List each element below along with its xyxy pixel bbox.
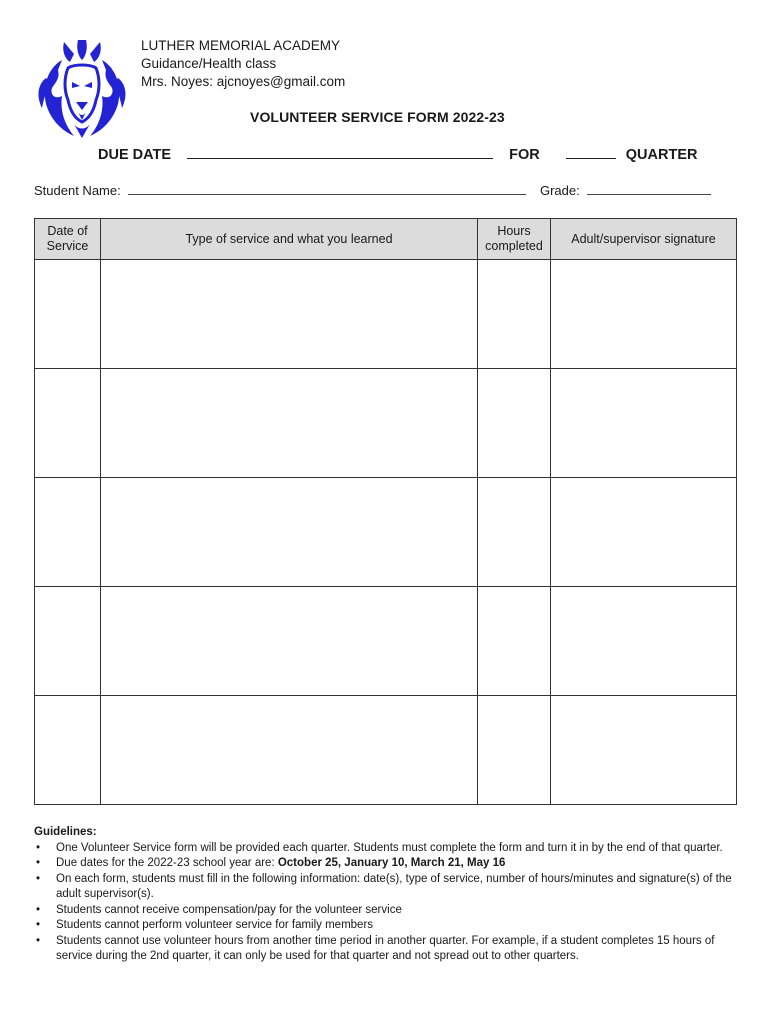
volunteer-log-table <box>34 218 737 805</box>
signature-cell[interactable] <box>551 696 737 805</box>
due-dates-prefix: Due dates for the 2022-23 school year are: <box>56 857 278 869</box>
form-title: VOLUNTEER SERVICE FORM 2022-23 <box>250 109 505 125</box>
table-header-row <box>35 219 737 260</box>
hours-cell[interactable] <box>478 478 551 587</box>
due-dates-list: October 25, January 10, March 21, May 16 <box>277 857 506 869</box>
hours-completed-header: Hours completed <box>478 219 551 260</box>
guideline-item: • On each form, students must fill in the following information: date(s), type of service, number of hours/minutes and signature(s) of the adult supervisor(s). <box>56 872 744 903</box>
signature-cell[interactable] <box>551 369 737 478</box>
date-cell[interactable] <box>35 587 101 696</box>
school-header <box>141 37 345 91</box>
guidelines-section <box>34 825 744 965</box>
table-row <box>35 587 737 696</box>
service-cell[interactable] <box>101 369 478 478</box>
guideline-item: • Students cannot perform volunteer service for family members <box>56 918 744 934</box>
signature-cell[interactable] <box>551 260 737 369</box>
table-row <box>35 696 737 805</box>
date-cell[interactable] <box>35 478 101 587</box>
grade-label: Grade: <box>539 183 580 198</box>
student-name-label: Student Name: <box>34 183 121 198</box>
lion-head-icon <box>34 38 130 142</box>
student-info-line <box>34 183 711 198</box>
guideline-item: • Students cannot use volunteer hours from another time period in another quarter. For example, if a student completes 15 hours of service during the 2nd quarter, it can only be used for that quarter and not spread out to other quarters. <box>56 934 744 965</box>
quarter-label: QUARTER <box>625 147 698 163</box>
hours-cell[interactable] <box>478 369 551 478</box>
hours-cell[interactable] <box>478 696 551 805</box>
quarter-field[interactable] <box>566 146 616 159</box>
due-date-line <box>98 146 697 163</box>
teacher-contact: Mrs. Noyes: ajcnoyes@gmail.com <box>141 74 346 89</box>
table-row <box>35 478 737 587</box>
guidelines-title: Guidelines: <box>34 826 97 838</box>
guidelines-list <box>34 841 744 965</box>
service-cell[interactable] <box>101 260 478 369</box>
table-row <box>35 369 737 478</box>
guideline-item: • One Volunteer Service form will be provided each quarter. Students must complete the form and turn it in by the end of that quarter. <box>56 841 744 857</box>
student-name-field[interactable] <box>128 183 526 195</box>
service-cell[interactable] <box>101 587 478 696</box>
guideline-item: • Students cannot receive compensation/pay for the volunteer service <box>56 903 744 919</box>
school-name: LUTHER MEMORIAL ACADEMY <box>141 38 341 53</box>
grade-field[interactable] <box>587 183 711 195</box>
signature-cell[interactable] <box>551 587 737 696</box>
due-date-field[interactable] <box>187 146 493 159</box>
course-name: Guidance/Health class <box>141 56 277 71</box>
signature-cell[interactable] <box>551 478 737 587</box>
hours-cell[interactable] <box>478 587 551 696</box>
service-cell[interactable] <box>101 478 478 587</box>
for-label: FOR <box>509 147 540 163</box>
table-row <box>35 260 737 369</box>
due-date-label: DUE DATE <box>98 147 172 163</box>
date-cell[interactable] <box>35 369 101 478</box>
service-cell[interactable] <box>101 696 478 805</box>
date-cell[interactable] <box>35 696 101 805</box>
signature-header: Adult/supervisor signature <box>551 219 737 260</box>
hours-cell[interactable] <box>478 260 551 369</box>
type-of-service-header: Type of service and what you learned <box>101 219 478 260</box>
guideline-item <box>56 856 744 872</box>
date-cell[interactable] <box>35 260 101 369</box>
date-of-service-header: Date of Service <box>35 219 101 260</box>
